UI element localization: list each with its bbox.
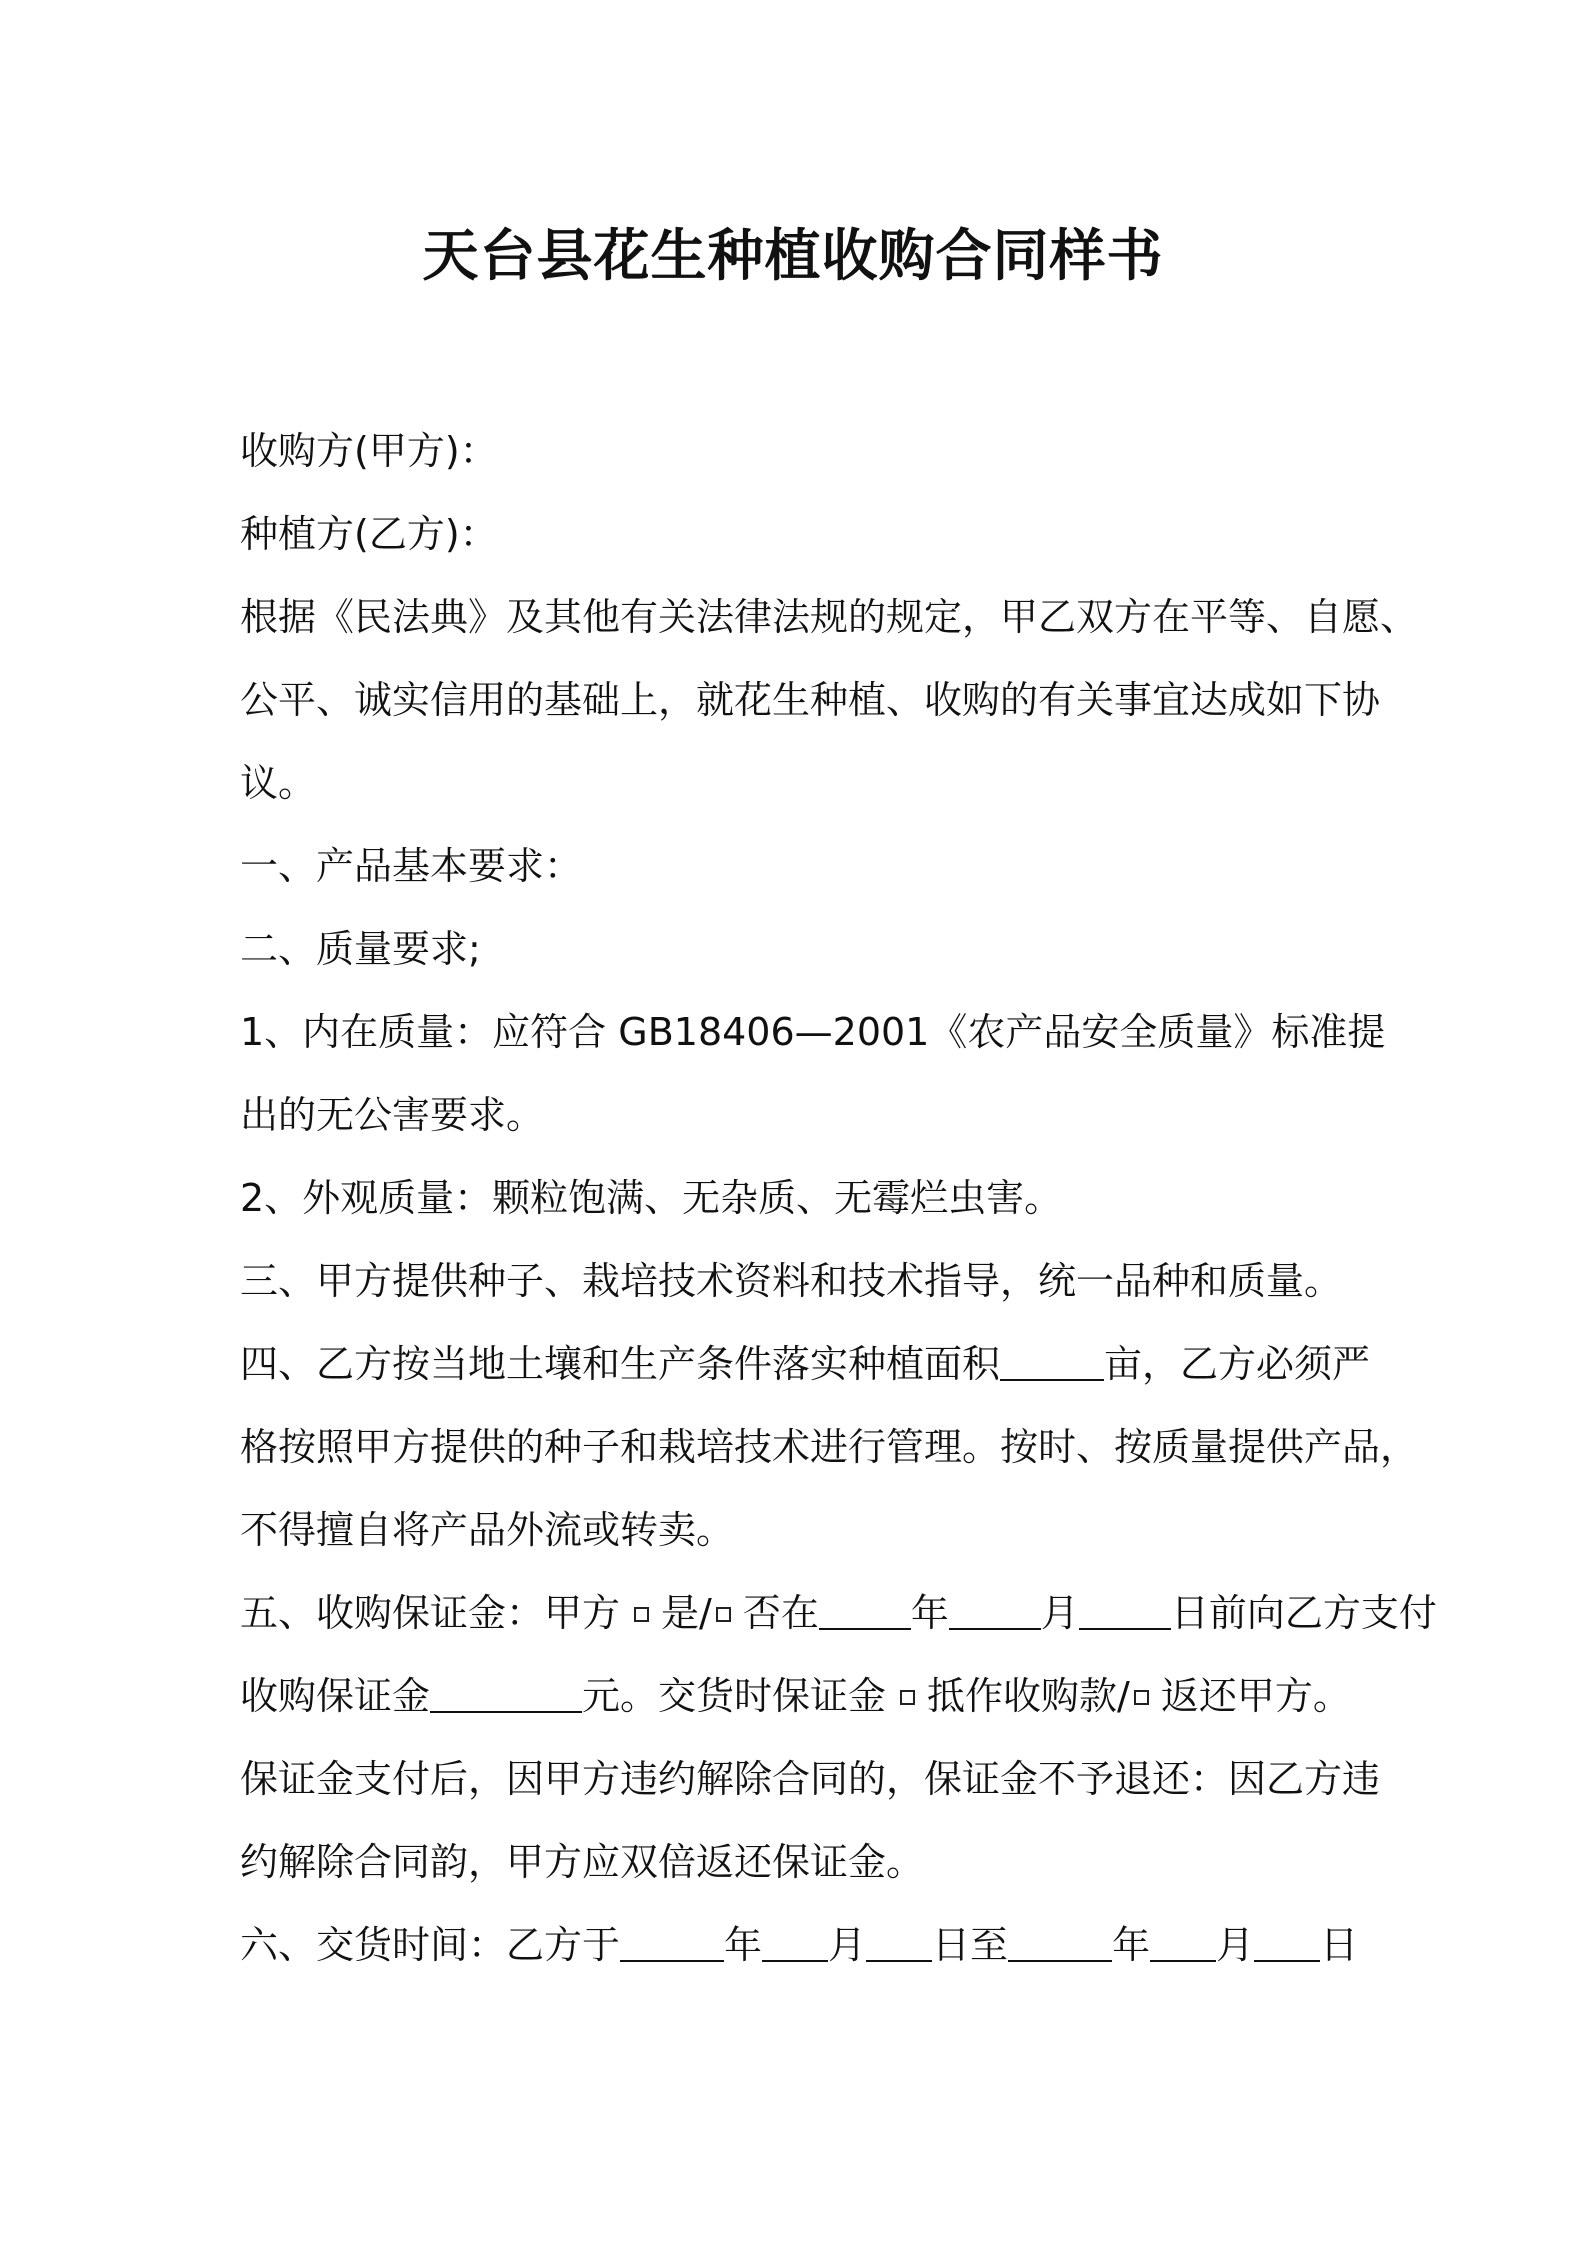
end-month-blank <box>1150 1926 1216 1962</box>
section-5-line-4: 约解除合同韵，甲方应双倍返还保证金。 <box>240 1840 925 1884</box>
party-a-line: 收购方(甲方)： <box>240 429 498 473</box>
section-5-text-a: 五、收购保证金：甲方 <box>240 1591 621 1635</box>
end-day-label: 日 <box>1320 1923 1359 1967</box>
section-2-heading: 二、质量要求; <box>240 927 481 971</box>
section-5-yes: 是/ <box>661 1591 712 1635</box>
section-5-line-2 <box>240 1655 1360 1738</box>
section-6-line-1 <box>240 1904 1360 1987</box>
checkbox-offset-icon <box>900 1690 915 1705</box>
end-year-blank <box>1008 1926 1112 1962</box>
area-blank <box>1000 1345 1104 1381</box>
checkbox-return-icon <box>1134 1690 1149 1705</box>
deposit-offset: 抵作收购款/ <box>927 1674 1130 1718</box>
checkbox-yes-icon <box>634 1607 649 1622</box>
quality-item-2: 2、外观质量：颗粒饱满、无杂质、无霉烂虫害。 <box>240 1176 1063 1220</box>
deposit-label: 收购保证金 <box>240 1674 431 1718</box>
checkbox-no-icon <box>716 1607 731 1622</box>
section-4-text-a: 四、乙方按当地土壤和生产条件落实种植面积 <box>240 1342 1001 1386</box>
section-5-no: 否在 <box>742 1591 819 1635</box>
end-year-label: 年 <box>1112 1923 1151 1967</box>
document-title: 天台县花生种植收购合同样书 <box>422 224 1164 289</box>
section-5-line-3: 保证金支付后，因甲方违约解除合同的，保证金不予退还：因乙方违 <box>240 1757 1381 1801</box>
section-5-text-f: 日前向乙方支付 <box>1170 1591 1437 1635</box>
section-5-line-1 <box>240 1572 1437 1655</box>
start-month-blank <box>762 1926 828 1962</box>
year-label: 年 <box>910 1591 949 1635</box>
quality-item-1-line-1: 1、内在质量：应符合 GB18406—2001《农产品安全质量》标准提 <box>240 1010 1386 1054</box>
start-day-label: 日至 <box>932 1923 1009 1967</box>
start-year-blank <box>620 1926 724 1962</box>
section-4-line-3: 不得擅自将产品外流或转卖。 <box>240 1508 735 1552</box>
preamble-line-1: 根据《民法典》及其他有关法律法规的规定，甲乙双方在平等、自愿、 <box>240 595 1419 639</box>
deposit-amount-blank <box>430 1677 582 1713</box>
year-blank <box>819 1594 911 1630</box>
deposit-return: 返还甲方。 <box>1160 1674 1351 1718</box>
section-4-text-b: 亩，乙方必须严 <box>1104 1342 1371 1386</box>
document-body <box>240 410 1437 1987</box>
start-year-label: 年 <box>724 1923 763 1967</box>
section-4-line-1 <box>240 1323 1371 1406</box>
start-month-label: 月 <box>828 1923 867 1967</box>
party-b-line: 种植方(乙方)： <box>240 512 498 556</box>
start-day-blank <box>866 1926 932 1962</box>
section-3: 三、甲方提供种子、栽培技术资料和技术指导，统一品种和质量。 <box>240 1259 1343 1303</box>
quality-item-1-line-2: 出的无公害要求。 <box>240 1093 545 1137</box>
section-4-line-2: 格按照甲方提供的种子和栽培技术进行管理。按时、按质量提供产品， <box>240 1425 1419 1469</box>
month-blank <box>949 1594 1041 1630</box>
section-1-heading: 一、产品基本要求： <box>240 844 583 888</box>
end-day-blank <box>1254 1926 1320 1962</box>
deposit-text-b: 元。交货时保证金 <box>582 1674 887 1718</box>
delivery-label: 六、交货时间：乙方于 <box>240 1923 621 1967</box>
month-label: 月 <box>1040 1591 1079 1635</box>
preamble-line-3: 议。 <box>240 761 317 805</box>
preamble-line-2: 公平、诚实信用的基础上，就花生种植、收购的有关事宜达成如下协 <box>240 678 1381 722</box>
end-month-label: 月 <box>1216 1923 1255 1967</box>
day-blank <box>1079 1594 1171 1630</box>
